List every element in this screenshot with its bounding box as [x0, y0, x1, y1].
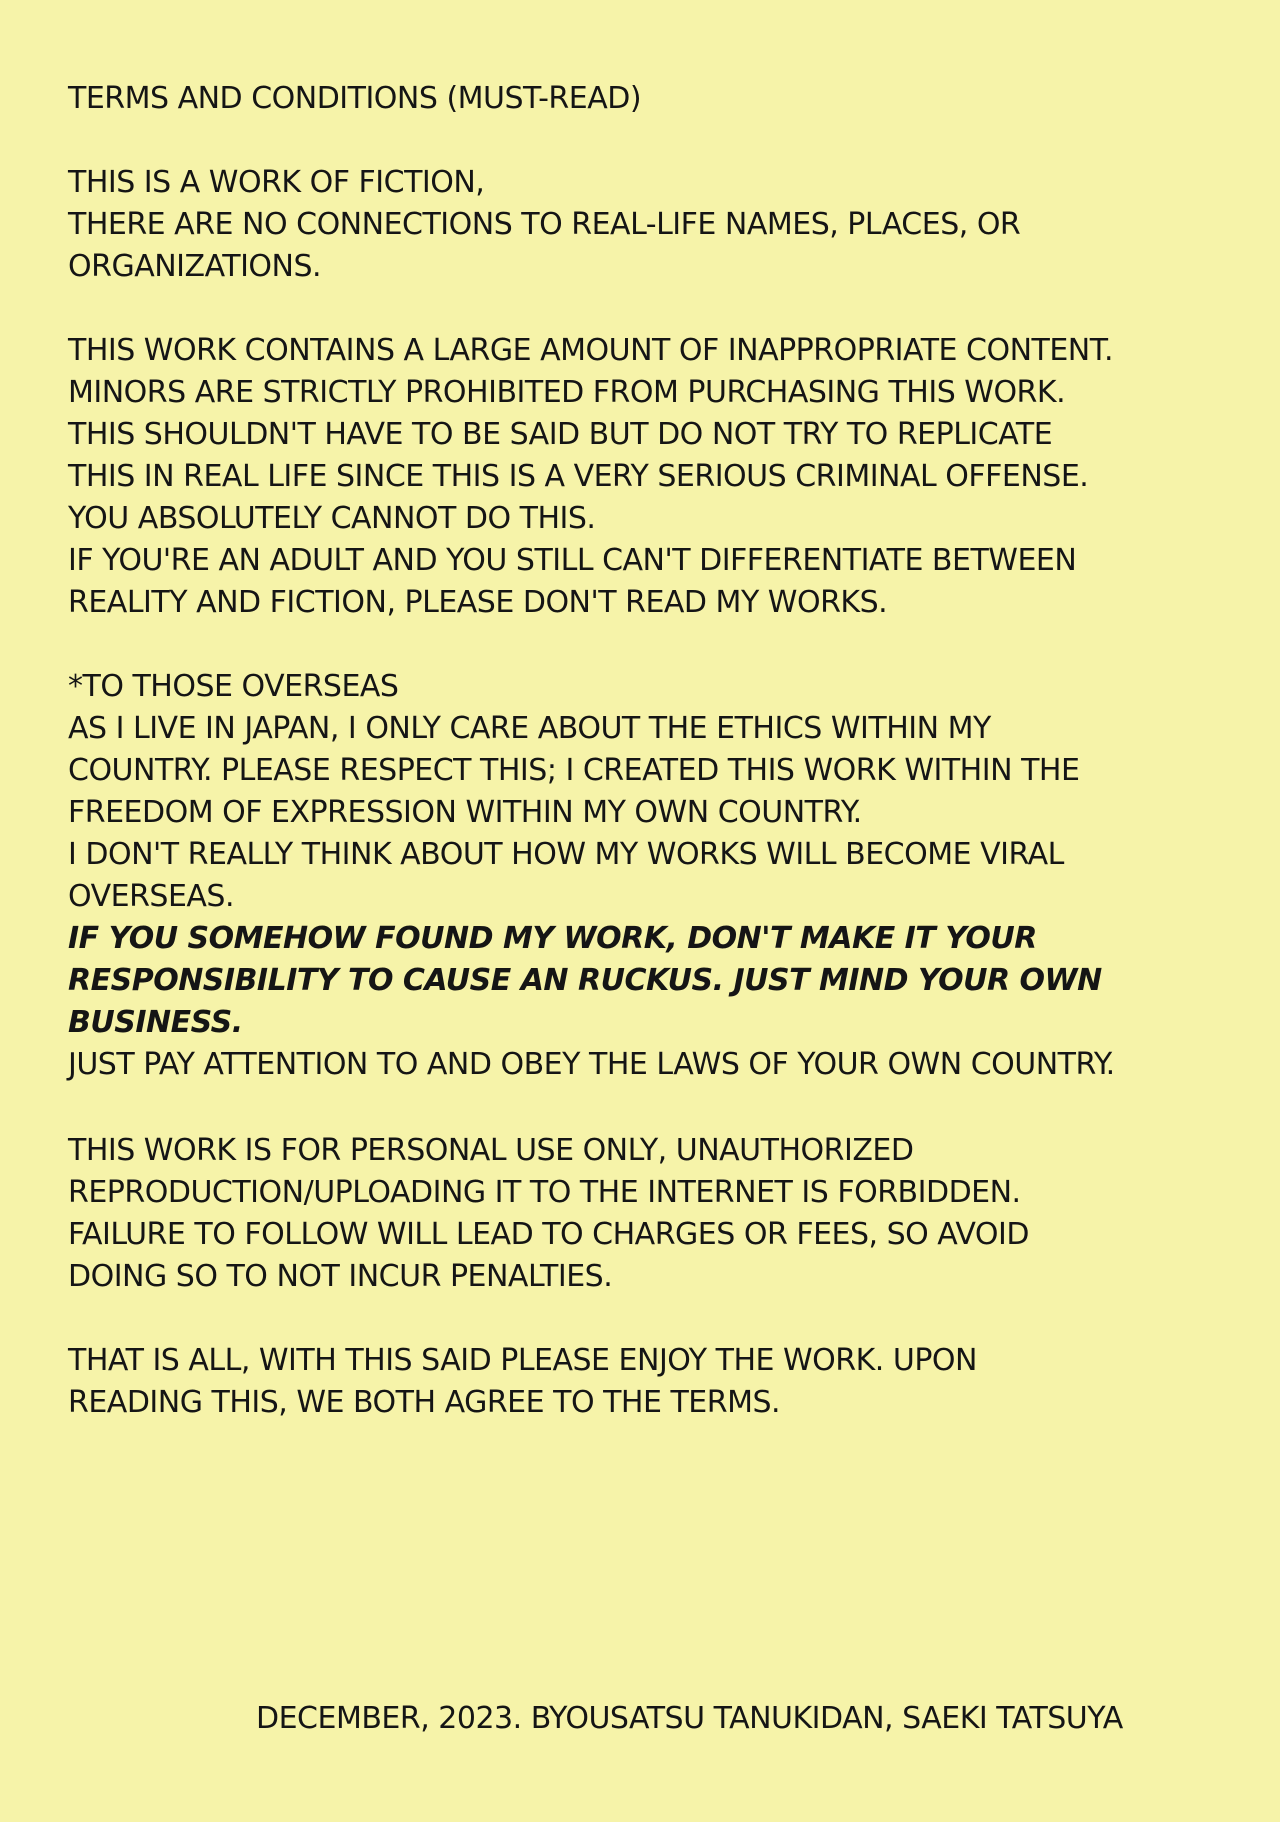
title-line: TERMS AND CONDITIONS (MUST-READ) — [68, 81, 642, 116]
warning-line-3: THIS SHOULDN'T HAVE TO BE SAID BUT DO NOT TRY TO REPLICATE — [68, 417, 1053, 452]
terms-title — [68, 78, 641, 120]
personal-use-line-1: THIS WORK IS FOR PERSONAL USE ONLY, UNAUTHORIZED — [68, 1133, 914, 1168]
overseas-line-6: OVERSEAS. — [68, 879, 235, 914]
warning-line-4: THIS IN REAL LIFE SINCE THIS IS A VERY SERIOUS CRIMINAL OFFENSE. — [68, 459, 1089, 494]
fiction-line-3: ORGANIZATIONS. — [68, 249, 322, 284]
personal-use-line-3: FAILURE TO FOLLOW WILL LEAD TO CHARGES OR FEES, SO AVOID — [68, 1217, 1029, 1252]
warning-line-6: IF YOU'RE AN ADULT AND YOU STILL CAN'T DIFFERENTIATE BETWEEN — [68, 543, 1077, 578]
closing-line-1: THAT IS ALL, WITH THIS SAID PLEASE ENJOY THE WORK. UPON — [68, 1343, 977, 1378]
paragraph-closing — [68, 1340, 977, 1424]
paragraph-overseas — [68, 666, 1115, 1086]
fiction-line-2: THERE ARE NO CONNECTIONS TO REAL-LIFE NAMES, PLACES, OR — [68, 207, 1021, 242]
closing-line-2: READING THIS, WE BOTH AGREE TO THE TERMS. — [68, 1385, 781, 1420]
warning-line-2: MINORS ARE STRICTLY PROHIBITED FROM PURCHASING THIS WORK. — [68, 375, 1066, 410]
overseas-emphasis-line-3: BUSINESS. — [68, 1005, 243, 1040]
overseas-line-3: COUNTRY. PLEASE RESPECT THIS; I CREATED THIS WORK WITHIN THE — [68, 753, 1080, 788]
paragraph-content-warning — [68, 330, 1113, 624]
personal-use-line-2: REPRODUCTION/UPLOADING IT TO THE INTERNET IS FORBIDDEN. — [68, 1175, 1021, 1210]
warning-line-1: THIS WORK CONTAINS A LARGE AMOUNT OF INAPPROPRIATE CONTENT. — [68, 333, 1114, 368]
signature-line: DECEMBER, 2023. BYOUSATSU TANUKIDAN, SAEKI TATSUYA — [256, 1701, 1123, 1736]
overseas-line-1: *TO THOSE OVERSEAS — [68, 669, 399, 704]
paragraph-personal-use — [68, 1130, 1029, 1298]
overseas-line-5: I DON'T REALLY THINK ABOUT HOW MY WORKS WILL BECOME VIRAL — [68, 837, 1064, 872]
overseas-line-2: AS I LIVE IN JAPAN, I ONLY CARE ABOUT THE ETHICS WITHIN MY — [68, 711, 991, 746]
paragraph-fiction — [68, 162, 1020, 288]
overseas-line-10: JUST PAY ATTENTION TO AND OBEY THE LAWS OF YOUR OWN COUNTRY. — [68, 1047, 1115, 1082]
personal-use-line-4: DOING SO TO NOT INCUR PENALTIES. — [68, 1259, 613, 1294]
warning-line-7: REALITY AND FICTION, PLEASE DON'T READ MY WORKS. — [68, 585, 888, 620]
fiction-line-1: THIS IS A WORK OF FICTION, — [68, 165, 485, 200]
warning-line-5: YOU ABSOLUTELY CANNOT DO THIS. — [68, 501, 596, 536]
overseas-emphasis-line-2: RESPONSIBILITY TO CAUSE AN RUCKUS. JUST MIND YOUR OWN — [68, 963, 1102, 998]
overseas-emphasis-line-1: IF YOU SOMEHOW FOUND MY WORK, DON'T MAKE IT YOUR — [68, 921, 1037, 956]
overseas-line-4: FREEDOM OF EXPRESSION WITHIN MY OWN COUNTRY. — [68, 795, 862, 830]
